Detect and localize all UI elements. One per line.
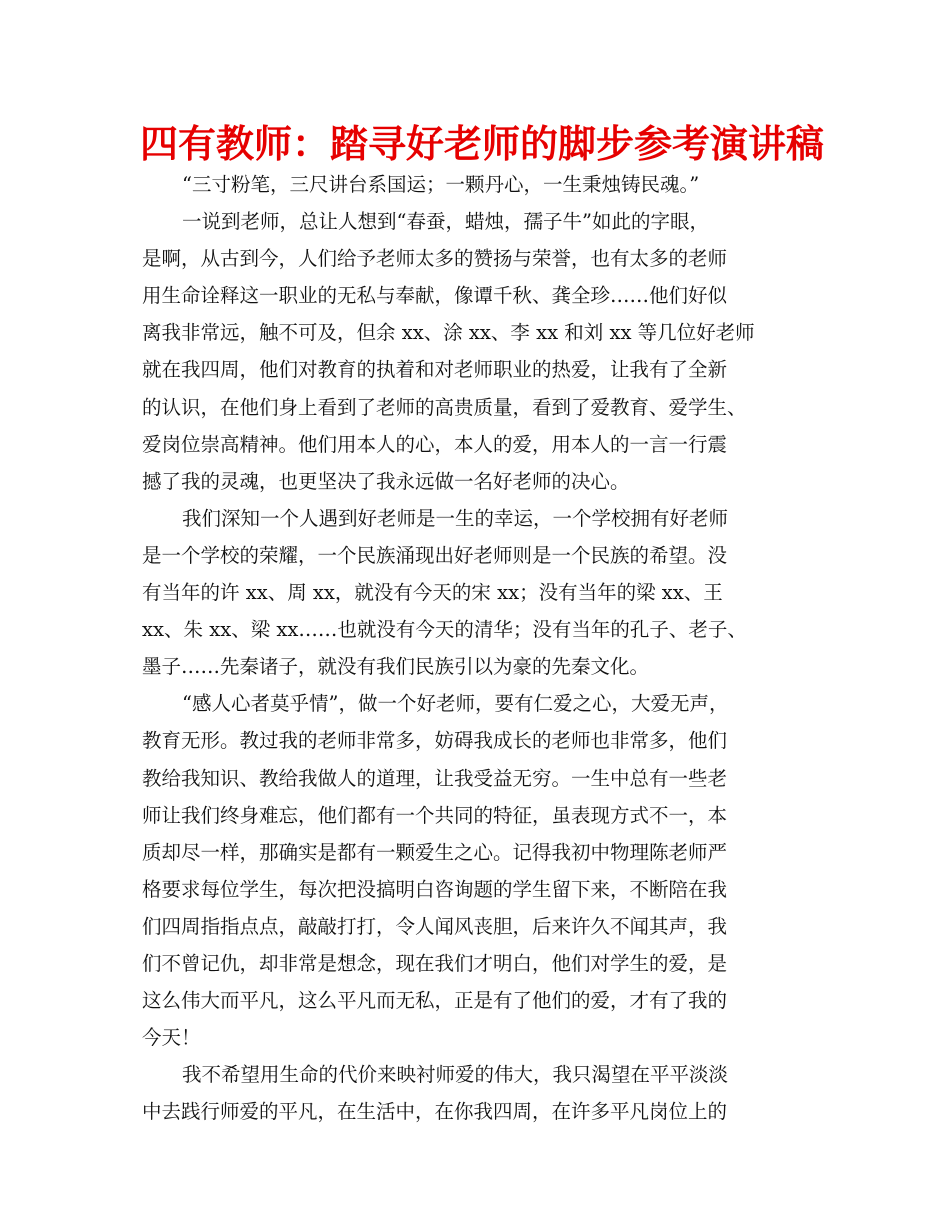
- text-line: 格要求每位学生，每次把没搞明白咨询题的学生留下来，不断陪在我: [142, 877, 728, 901]
- text-line: 我们深知一个人遇到好老师是一生的幸运，一个学校拥有好老师: [182, 506, 729, 530]
- text-line: 们不曾记仇，却非常是想念，现在我们才明白，他们对学生的爱，是: [142, 951, 728, 975]
- text-line: 我不希望用生命的代价来映衬师爱的伟大，我只渴望在平平淡淡: [182, 1063, 729, 1087]
- text-line: 一说到老师，总让人想到“春蚕，蜡烛，孺子牛”如此的字眼，: [182, 210, 709, 234]
- text-line: 教给我知识、教给我做人的道理，让我受益无穷。一生中总有一些老: [142, 766, 728, 790]
- text-line: 墨子……先秦诸子，就没有我们民族引以为豪的先秦文化。: [142, 655, 650, 679]
- text-line: 是啊，从古到今，人们给予老师太多的赞扬与荣誉，也有太多的老师: [142, 247, 728, 271]
- text-line: “感人心者莫乎情”，做一个好老师，要有仁爱之心，大爱无声，: [182, 692, 729, 716]
- text-line: 撼了我的灵魂，也更坚决了我永远做一名好老师的决心。: [142, 469, 630, 493]
- text-line: 师让我们终身难忘，他们都有一个共同的特征，虽表现方式不一，本: [142, 803, 728, 827]
- text-line: 中去践行师爱的平凡，在生活中，在你我四周，在许多平凡岗位上的: [142, 1100, 728, 1124]
- text-line: 教育无形。教过我的老师非常多，妨碍我成长的老师也非常多，他们: [142, 729, 728, 753]
- text-line: xx、朱 xx、梁 xx……也就没有今天的清华；没有当年的孔子、老子、: [142, 618, 747, 642]
- text-line: 就在我四周，他们对教育的执着和对老师职业的热爱，让我有了全新: [142, 358, 728, 382]
- text-line: 今天！: [142, 1026, 201, 1050]
- text-line: 们四周指指点点，敲敲打打，令人闻风丧胆，后来许久不闻其声，我: [142, 914, 728, 938]
- document-body: [142, 166, 826, 1130]
- text-line: 爱岗位崇高精神。他们用本人的心，本人的爱，用本人的一言一行震: [142, 432, 728, 456]
- text-line: 用生命诠释这一职业的无私与奉献，像谭千秋、龚全珍……他们好似: [142, 284, 728, 308]
- text-line: 离我非常远，触不可及，但余 xx、涂 xx、李 xx 和刘 xx 等几位好老师: [142, 321, 755, 345]
- text-line: 质却尽一样，那确实是都有一颗爱生之心。记得我初中物理陈老师严: [142, 840, 728, 864]
- text-line: 这么伟大而平凡，这么平凡而无私，正是有了他们的爱，才有了我的: [142, 989, 728, 1013]
- text-line: “三寸粉笔，三尺讲台系国运；一颗丹心，一生秉烛铸民魂。”: [182, 173, 700, 196]
- text-line: 的认识，在他们身上看到了老师的高贵质量，看到了爱教育、爱学生、: [142, 395, 747, 419]
- text-line: 是一个学校的荣耀，一个民族涌现出好老师则是一个民族的希望。没: [142, 543, 728, 567]
- text-line: 有当年的许 xx、周 xx，就没有今天的宋 xx；没有当年的梁 xx、王: [142, 581, 723, 605]
- document-title: 四有教师：踏寻好老师的脚步参考演讲稿: [140, 122, 825, 166]
